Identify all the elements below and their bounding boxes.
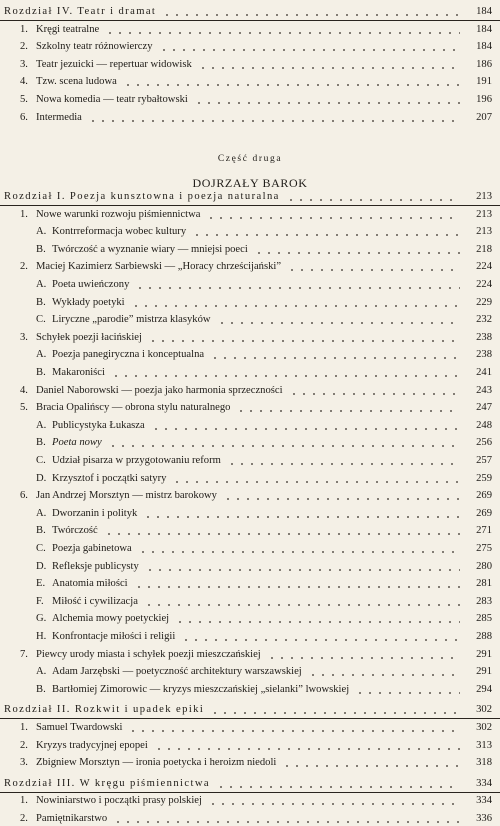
dot-leader — [172, 481, 460, 483]
page-number: 288 — [476, 631, 492, 642]
page-number: 224 — [476, 279, 492, 290]
toc-entry — [0, 384, 500, 398]
chapter-entry — [0, 5, 500, 19]
entry-title: Poeta nowy — [52, 437, 102, 449]
page-number: 213 — [476, 191, 492, 202]
toc-entry — [0, 489, 500, 503]
chapter-rule — [0, 718, 500, 719]
entry-title: Alchemia mowy poetyckiej — [52, 613, 170, 625]
page-number: 232 — [476, 314, 492, 326]
page-number: 285 — [476, 613, 492, 625]
page-number: 269 — [476, 490, 492, 502]
toc-entry — [0, 111, 500, 125]
page-number: 218 — [476, 243, 492, 255]
toc-entry — [0, 331, 500, 345]
entry-title: Maciej Kazimierz Sarbiewski — „Horacy chrześcijański” — [36, 261, 282, 273]
dot-leader — [282, 765, 460, 767]
part-label: Część druga — [217, 154, 283, 164]
toc-entry — [0, 58, 500, 72]
toc-entry — [0, 75, 500, 89]
entry-title: Bracia Opalińscy — obrona stylu naturalnego — [36, 402, 231, 414]
toc-entry — [0, 630, 500, 644]
dot-leader — [151, 428, 460, 430]
entry-number: 6. — [20, 490, 28, 502]
dot-leader — [88, 120, 460, 122]
toc-entry — [0, 348, 500, 362]
entry-title: Rozdział IV. Teatr i dramat — [4, 6, 157, 17]
dot-leader — [104, 533, 460, 535]
entry-number: 1. — [20, 208, 28, 220]
entry-number: B. — [36, 437, 46, 449]
toc-entry — [0, 612, 500, 626]
dot-leader — [108, 445, 460, 447]
entry-title: Nowe warunki rozwoju piśmiennictwa — [36, 208, 201, 220]
page-number: 318 — [476, 757, 492, 769]
page-number: 213 — [476, 226, 492, 238]
entry-title: Zbigniew Morsztyn — ironia poetycka i heroizm niedoli — [36, 757, 277, 769]
page-number: 238 — [476, 349, 492, 361]
entry-number: A. — [36, 666, 47, 678]
page-number: 334 — [476, 795, 492, 807]
toc-entry — [0, 560, 500, 574]
entry-number: 2. — [20, 261, 28, 273]
page-number: 271 — [476, 525, 492, 537]
entry-number: 4. — [20, 384, 28, 396]
dot-leader — [175, 621, 460, 623]
page-number: 213 — [476, 208, 492, 220]
entry-title: Samuel Twardowski — [36, 722, 123, 733]
entry-title: Szkolny teatr różnowierczy — [36, 41, 153, 53]
toc-entry — [0, 577, 500, 591]
page-number: 224 — [476, 261, 492, 273]
entry-title: Nowa komedia — teatr rybałtowski — [36, 94, 188, 105]
entry-title: Poeta uwieńczony — [52, 279, 130, 290]
entry-title: Jan Andrzej Morsztyn — mistrz barokowy — [36, 490, 217, 502]
entry-number: C. — [36, 543, 46, 554]
entry-title: Publicystyka Łukasza — [52, 419, 145, 431]
entry-number: 5. — [20, 94, 28, 105]
page-number: 241 — [476, 367, 492, 378]
page-number: 336 — [476, 813, 492, 824]
entry-number: 4. — [20, 76, 28, 88]
entry-title: Udział pisarza w przygotowaniu reform — [52, 455, 221, 466]
entry-title: Kryzys tradycyjnej epopei — [36, 739, 148, 751]
toc-entry — [0, 243, 500, 257]
entry-title: Kontrreformacja wobec kultury — [52, 226, 187, 238]
page-number: 247 — [476, 402, 492, 414]
chapter-rule — [0, 792, 500, 793]
entry-number: 1. — [20, 722, 28, 733]
toc-entry — [0, 683, 500, 697]
entry-title: Liryczne „parodie” mistrza klasyków — [52, 314, 211, 326]
chapter-rule — [0, 205, 500, 206]
entry-title: Makaroniści — [52, 367, 105, 378]
toc-entry — [0, 225, 500, 239]
entry-number: 1. — [20, 795, 28, 807]
entry-number: A. — [36, 279, 47, 290]
dot-leader — [267, 657, 460, 659]
dot-leader — [227, 463, 460, 465]
entry-title: Wykłady poetyki — [52, 296, 125, 308]
entry-number: B. — [36, 367, 46, 378]
page-number: 269 — [476, 507, 492, 519]
dot-leader — [355, 692, 460, 694]
entry-title: Kręgi teatralne — [36, 23, 100, 35]
entry-title: Tzw. scena ludowa — [36, 76, 117, 88]
dot-leader — [210, 357, 460, 359]
dot-leader — [289, 393, 460, 395]
entry-number: 1. — [20, 23, 28, 35]
toc-entry — [0, 812, 500, 826]
entry-number: 6. — [20, 111, 28, 123]
page-number: 186 — [476, 58, 492, 70]
entry-title: Bartłomiej Zimorowic — kryzys mieszczańskiej „sielanki” lwowskiej — [52, 683, 350, 695]
entry-title: Piewcy urody miasta i schyłek poezji mieszczańskiej — [36, 648, 261, 660]
entry-number: A. — [36, 349, 47, 361]
entry-number: A. — [36, 226, 47, 238]
chapter-entry — [0, 190, 500, 204]
entry-title: Pamiętnikarstwo — [36, 813, 108, 824]
entry-number: 5. — [20, 402, 28, 414]
entry-title: Refleksje publicysty — [52, 560, 139, 572]
toc-entry — [0, 721, 500, 735]
entry-number: 2. — [20, 41, 28, 53]
page-number: 256 — [476, 437, 492, 449]
page-number: 291 — [476, 648, 492, 660]
page-number: 238 — [476, 331, 492, 343]
toc-entry — [0, 260, 500, 274]
entry-number: E. — [36, 578, 46, 590]
toc-entry — [0, 278, 500, 292]
toc-entry — [0, 419, 500, 433]
entry-title: Miłość i cywilizacja — [52, 595, 138, 607]
entry-number: A. — [36, 507, 47, 519]
dot-leader — [181, 639, 460, 641]
dot-leader — [287, 269, 460, 271]
toc-entry — [0, 542, 500, 556]
page-number: 207 — [476, 111, 492, 123]
dot-leader — [148, 340, 460, 342]
entry-number: 3. — [20, 58, 28, 70]
page-number: 275 — [476, 543, 492, 554]
entry-number: C. — [36, 455, 46, 466]
toc-entry — [0, 739, 500, 753]
toc-entry — [0, 313, 500, 327]
entry-title: Teatr jezuicki — repertuar widowisk — [36, 58, 192, 70]
page-number: 283 — [476, 595, 492, 607]
part-title: DOJRZAŁY BAROK — [192, 176, 308, 190]
page-number: 248 — [476, 419, 492, 431]
page-number: 184 — [476, 23, 492, 35]
toc-entry — [0, 208, 500, 222]
toc-entry — [0, 436, 500, 450]
entry-title: Intermedia — [36, 111, 82, 123]
toc-entry — [0, 23, 500, 37]
entry-number: B. — [36, 683, 46, 695]
page-number: 196 — [476, 94, 492, 105]
entry-title: Schyłek poezji łacińskiej — [36, 331, 142, 343]
page-number: 184 — [476, 6, 492, 17]
entry-number: A. — [36, 419, 47, 431]
toc-entry — [0, 648, 500, 662]
dot-leader — [208, 803, 460, 805]
entry-title: Anatomia miłości — [52, 578, 128, 590]
toc-entry — [0, 595, 500, 609]
entry-number: D. — [36, 560, 47, 572]
toc-entry — [0, 756, 500, 770]
dot-leader — [128, 730, 460, 732]
entry-title: Twórczość a wyznanie wiary — mniejsi poeci — [52, 243, 248, 255]
entry-title: Poezja panegiryczna i konceptualna — [52, 349, 205, 361]
entry-number: 2. — [20, 813, 28, 824]
entry-number: 3. — [20, 757, 28, 769]
toc-entry — [0, 366, 500, 380]
page-number: 281 — [476, 578, 492, 590]
page-number: 302 — [476, 704, 492, 716]
page-number: 259 — [476, 472, 492, 484]
dot-leader — [162, 14, 460, 16]
chapter-entry — [0, 703, 500, 717]
entry-title: Konfrontacje miłości i religii — [52, 631, 176, 642]
page-number: 313 — [476, 739, 492, 751]
entry-title: Poezja gabinetowa — [52, 543, 132, 554]
dot-leader — [138, 551, 460, 553]
dot-leader — [236, 410, 460, 412]
toc-entry — [0, 454, 500, 468]
entry-number: D. — [36, 472, 47, 484]
page-number: 291 — [476, 666, 492, 678]
entry-number: F. — [36, 595, 44, 607]
toc-entry — [0, 507, 500, 521]
dot-leader — [111, 375, 460, 377]
entry-number: 2. — [20, 739, 28, 751]
page-number: 302 — [476, 722, 492, 733]
dot-leader — [308, 674, 460, 676]
entry-title: Rozdział II. Rozkwit i upadek epiki — [4, 704, 205, 716]
entry-title: Rozdział I. Poezja kunsztowna i poezja naturalna — [4, 191, 280, 202]
page-number: 280 — [476, 560, 492, 572]
dot-leader — [286, 199, 460, 201]
toc-entry — [0, 794, 500, 808]
dot-leader — [210, 712, 460, 714]
dot-leader — [145, 569, 460, 571]
toc-entry — [0, 296, 500, 310]
entry-title: Nowiniarstwo i początki prasy polskiej — [36, 795, 202, 807]
dot-leader — [206, 217, 460, 219]
entry-number: C. — [36, 314, 46, 326]
dot-leader — [194, 102, 460, 104]
dot-leader — [254, 252, 460, 254]
entry-title: Daniel Naborowski — poezja jako harmonia sprzeczności — [36, 384, 283, 396]
toc-entry — [0, 524, 500, 538]
page-number: 334 — [476, 777, 492, 789]
page-number: 294 — [476, 683, 492, 695]
dot-leader — [159, 49, 460, 51]
chapter-entry — [0, 777, 500, 791]
dot-leader — [216, 786, 460, 788]
entry-title: Dworzanin i polityk — [52, 507, 138, 519]
dot-leader — [135, 287, 460, 289]
toc-entry — [0, 665, 500, 679]
toc-entry — [0, 40, 500, 54]
toc-entry — [0, 93, 500, 107]
dot-leader — [154, 748, 460, 750]
page-number: 191 — [476, 76, 492, 88]
dot-leader — [223, 498, 460, 500]
dot-leader — [131, 305, 460, 307]
page-number: 257 — [476, 455, 492, 466]
entry-number: B. — [36, 243, 46, 255]
page-number: 229 — [476, 296, 492, 308]
entry-number: H. — [36, 631, 47, 642]
entry-number: B. — [36, 296, 46, 308]
dot-leader — [105, 32, 460, 34]
entry-title: Rozdział III. W kręgu piśmiennictwa — [4, 777, 210, 789]
dot-leader — [192, 234, 460, 236]
page-number: 184 — [476, 41, 492, 53]
dot-leader — [198, 67, 460, 69]
dot-leader — [113, 821, 460, 823]
entry-number: 7. — [20, 648, 28, 660]
entry-title: Adam Jarzębski — poetyczność architektury warszawskiej — [52, 666, 302, 678]
page-number: 243 — [476, 384, 492, 396]
entry-title: Twórczość — [52, 525, 98, 537]
toc-entry — [0, 472, 500, 486]
dot-leader — [217, 322, 460, 324]
entry-title: Krzysztof i początki satyry — [52, 472, 167, 484]
dot-leader — [144, 604, 460, 606]
toc-entry — [0, 401, 500, 415]
dot-leader — [123, 84, 460, 86]
entry-number: B. — [36, 525, 46, 537]
chapter-rule — [0, 20, 500, 21]
dot-leader — [143, 516, 460, 518]
dot-leader — [134, 586, 460, 588]
entry-number: G. — [36, 613, 47, 625]
entry-number: 3. — [20, 331, 28, 343]
